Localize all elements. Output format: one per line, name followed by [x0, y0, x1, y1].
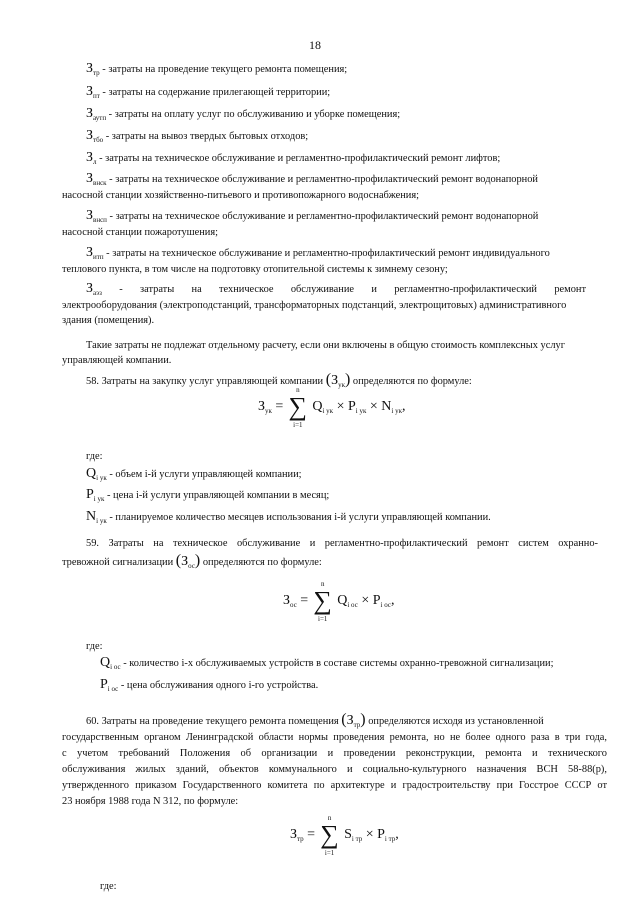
p59-where: где: — [86, 641, 103, 652]
item-aez: $З_{аэз}$ - затраты на техническое обслуживание и регламентно-профилактический ремонт — [86, 281, 586, 297]
sum-symbol: n ∑ i=1 — [288, 386, 308, 429]
p60-line4: утвержденного приказом Государственного комитета по архитектуре и градостроительству при Госстрое СССР от — [62, 780, 607, 791]
item-vnsp-cont: насосной станции пожаротушения; — [62, 227, 219, 238]
p60-formula: $З_{тр}$ = n ∑ i=1 $S_{i тр} \times P_{i тр}$, — [290, 814, 399, 857]
p60-line5: 23 ноября 1988 года N 312, по формуле: — [62, 796, 239, 807]
p59-formula: $З_{ос}$ = n ∑ i=1 $Q_{i ос} \times P_{i ос}$, — [283, 580, 395, 623]
p58-where: где: — [86, 451, 103, 462]
item-tbo: $З_{тбо}$ - затраты на вывоз твердых бытовых отходов; — [86, 128, 309, 144]
p60-line3: обслуживания жилых зданий, объектов коммунального и социально-культурного назначения ВСН 58-88(р), — [62, 764, 607, 775]
item-l: $З_л$ - затраты на техническое обслуживание и регламентно-профилактический ремонт лифтов; — [86, 150, 501, 166]
p58-formula: $З_{ук}$ = n ∑ i=1 $Q_{i ук} \times P_{i ук} \times N_{i ук}$, — [258, 386, 406, 429]
note-line2: управляющей компании. — [62, 355, 172, 366]
p58-heading: 58. Затраты на закупку услуг управляющей компании $(З_{ук})$ определяются по формуле: — [86, 371, 472, 389]
p58-def-q: $Q_{i ук}$ - объем i-й услуги управляющей компании; — [86, 466, 302, 482]
sum-symbol: n ∑ i=1 — [313, 580, 332, 623]
p60-where: где: — [100, 881, 117, 892]
item-tr: $З_{тр}$ - затраты на проведение текущего ремонта помещения; — [86, 61, 348, 77]
p60-line2: с учетом требований Положения об организации и проведении реконструкции, ремонта и технического — [62, 748, 607, 759]
item-itp: $З_{итп}$ - затраты на техническое обслуживание и регламентно-профилактический ремонт индивидуального — [86, 245, 550, 261]
p58-def-p: $P_{i ук}$ - цена i-й услуги управляющей компании в месяц; — [86, 487, 330, 503]
item-aez-cont2: здания (помещения). — [62, 315, 155, 326]
p59-line2: тревожной сигнализации $(З_{ос})$ определяются по формуле: — [62, 552, 322, 570]
item-vnsp: $З_{внсп}$ - затраты на техническое обслуживание и регламентно-профилактический ремонт водонапорной — [86, 208, 539, 224]
item-vnsk: $З_{внск}$ - затраты на техническое обслуживание и регламентно-профилактический ремонт водонапорной — [86, 171, 538, 187]
sum-symbol: n ∑ i=1 — [320, 814, 339, 857]
p60-line1: государственным органом Ленинградской области нормы проведения ремонта, но не более одного раза в три года, — [62, 732, 607, 743]
item-pt: $З_{пт}$ - затраты на содержание прилегающей территории; — [86, 84, 331, 100]
item-vnsk-cont: насосной станции хозяйственно-питьевого и противопожарного водоснабжения; — [62, 190, 420, 201]
item-autp: $З_{аутп}$ - затраты на оплату услуг по обслуживанию и уборке помещения; — [86, 106, 401, 122]
item-itp-cont: теплового пункта, в том числе на подготовку отопительной системы к зимнему сезону; — [62, 264, 448, 275]
item-aez-cont: электрооборудования (электроподстанций, трансформаторных подстанций, электрощитовых) административного — [62, 300, 567, 311]
p60-heading: 60. Затраты на проведение текущего ремонта помещения $(З_{тр})$ определяются исходя из установленной — [86, 711, 544, 729]
note-line1: Такие затраты не подлежат отдельному расчету, если они включены в общую стоимость комплексных услуг — [86, 340, 565, 351]
p59-line1: 59. Затраты на техническое обслуживание и регламентно-профилактический ремонт систем охранно- — [86, 538, 598, 549]
p58-def-n: $N_{i ук}$ - планируемое количество месяцев использования i-й услуги управляющей компании. — [86, 509, 491, 525]
page-number: 18 — [309, 38, 321, 52]
p59-def-p: $P_{i ос}$ - цена обслуживания одного i-го устройства. — [100, 677, 319, 693]
p59-def-q: $Q_{i ос}$ - количество i-х обслуживаемых устройств в составе системы охранно-тревожной сигнализации; — [100, 655, 554, 671]
